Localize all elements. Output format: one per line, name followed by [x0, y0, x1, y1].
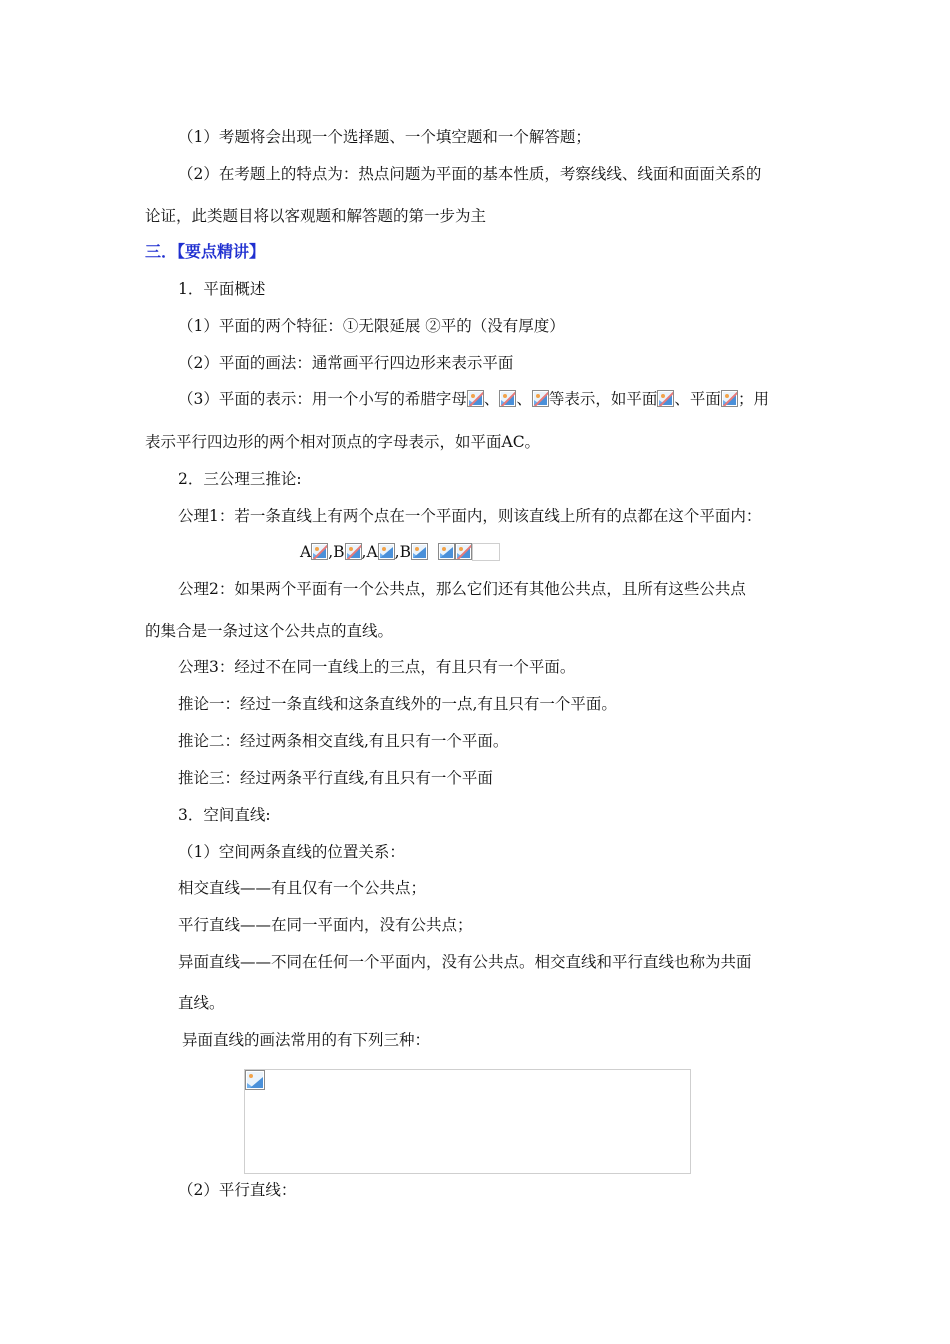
broken-image-icon: [455, 543, 472, 560]
broken-image-icon: [378, 543, 395, 560]
text-plane-notation-cont: 表示平行四边形的两个相对顶点的字母表示，如平面AC。: [145, 433, 541, 451]
text-axiom-2-cont: 的集合是一条过这个公共点的直线。: [145, 622, 394, 640]
text-intersecting-lines: 相交直线——有且仅有一个公共点；: [178, 879, 427, 897]
broken-image-icon: [721, 390, 738, 407]
broken-image-icon: [438, 543, 455, 560]
text-corollary-3: 推论三：经过两条平行直线,有且只有一个平面: [178, 769, 493, 787]
text-line-relations: （1）空间两条直线的位置关系：: [178, 843, 405, 861]
text-skew-drawing: 异面直线的画法常用的有下列三种：: [182, 1031, 431, 1049]
broken-image-icon: [245, 1070, 265, 1090]
text-fragment: ；用: [737, 390, 769, 408]
text-axiom-2: 公理2：如果两个平面有一个公共点，那么它们还有其他公共点，且所有这些公共点: [178, 580, 746, 598]
broken-image-icon: [345, 543, 362, 560]
text-skew-lines: 异面直线——不同在任何一个平面内，没有公共点。相交直线和平行直线也称为共面: [178, 953, 752, 971]
text-fragment: 、: [483, 390, 500, 408]
text-corollary-2: 推论二：经过两条相交直线,有且只有一个平面。: [178, 732, 509, 750]
subsection-axioms: 2．三公理三推论:: [178, 470, 302, 488]
text-line-exam-3: 论证，此类题目将以客观题和解答题的第一步为主: [145, 207, 487, 225]
broken-image-icon: [499, 390, 516, 407]
text-plane-drawing: （2）平面的画法：通常画平行四边形来表示平面: [178, 354, 514, 372]
broken-image-icon: [411, 543, 428, 560]
text-axiom-1: 公理1：若一条直线上有两个点在一个平面内，则该直线上所有的点都在这个平面内：: [178, 507, 762, 525]
text-parallel-lines: 平行直线——在同一平面内，没有公共点；: [178, 916, 473, 934]
subsection-space-lines: 3．空间直线:: [178, 806, 271, 824]
broken-image-icon: [467, 390, 484, 407]
formula-fragment: ,A: [361, 543, 378, 561]
text-plane-features: （1）平面的两个特征：①无限延展 ②平的（没有厚度）: [178, 317, 565, 335]
text-fragment: 、: [516, 390, 532, 408]
broken-image-icon: [657, 390, 674, 407]
text-skew-lines-cont: 直线。: [178, 994, 225, 1012]
broken-image-icon: [311, 543, 328, 560]
text-fragment: （3）平面的表示：用一个小写的希腊字母: [178, 390, 467, 408]
text-parallel-lines-heading: （2）平行直线：: [178, 1181, 297, 1199]
subsection-plane-overview: 1．平面概述: [178, 280, 266, 298]
figure-placeholder: [244, 1069, 691, 1174]
broken-image-icon: [532, 390, 549, 407]
axiom-1-formula: [300, 542, 500, 562]
text-axiom-3: 公理3：经过不在同一直线上的三点，有且只有一个平面。: [178, 658, 576, 676]
text-corollary-1: 推论一：经过一条直线和这条直线外的一点,有且只有一个平面。: [178, 695, 617, 713]
section-heading: 三．【要点精讲】: [145, 242, 266, 261]
text-plane-notation: [178, 389, 769, 409]
empty-image-frame: [472, 543, 500, 561]
formula-fragment: ,B: [394, 543, 411, 561]
text-line-exam-1: （1）考题将会出现一个选择题、一个填空题和一个解答题；: [178, 128, 591, 146]
formula-fragment: A: [300, 543, 312, 561]
text-fragment: 、平面: [674, 390, 721, 408]
text-fragment: 等表示，如平面: [548, 390, 658, 408]
text-line-exam-2: （2）在考题上的特点为：热点问题为平面的基本性质，考察线线、线面和面面关系的: [178, 165, 762, 183]
formula-fragment: ,B: [328, 543, 345, 561]
